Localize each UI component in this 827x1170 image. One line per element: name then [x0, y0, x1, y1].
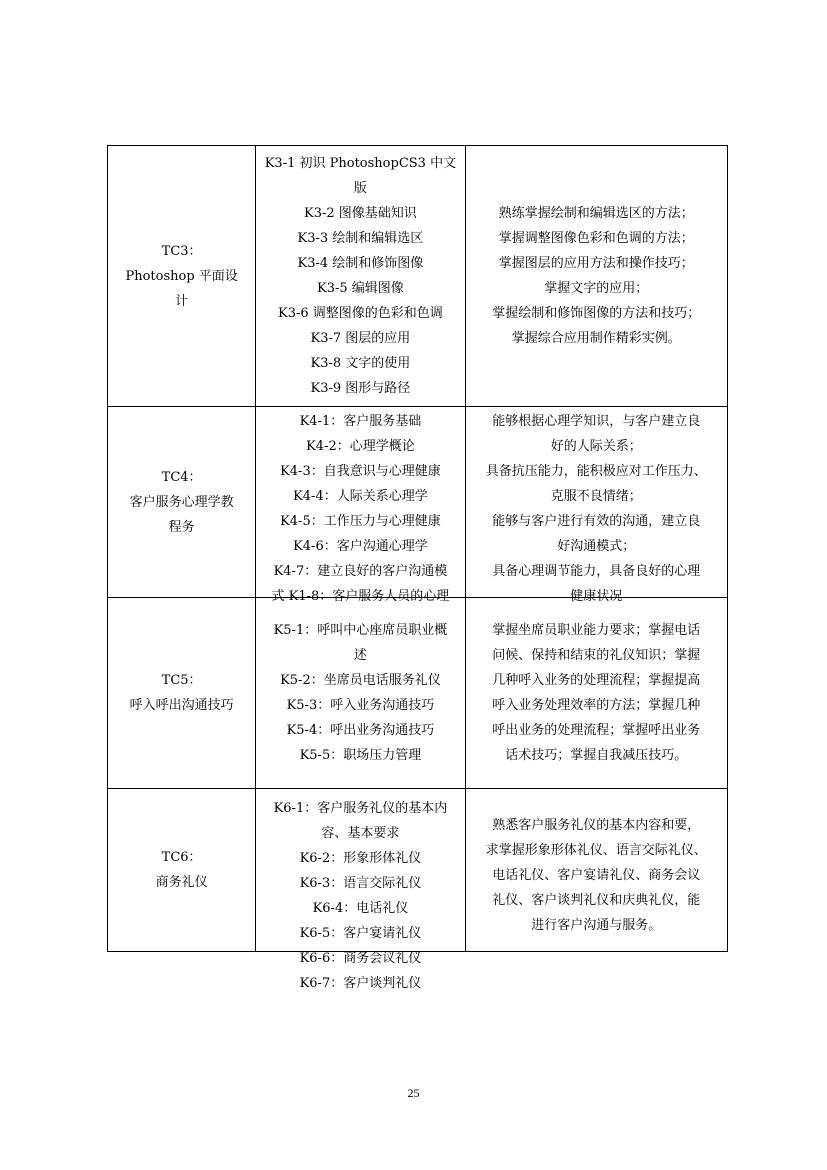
content-item-line: K6-3：语言交际礼仪 — [299, 876, 422, 891]
goal-line: 礼仪、客户谈判礼仪和庆典礼仪，能 — [492, 893, 701, 908]
content-cell — [256, 598, 465, 789]
goal-cell — [465, 598, 727, 789]
content-item-line: K6-1：客户服务礼仪的基本内 — [273, 801, 448, 816]
goal-line: 话术技巧；掌握自我减压技巧。 — [505, 748, 688, 763]
goal-line: 掌握图层的应用方法和操作技巧； — [498, 256, 694, 271]
goal-line: 掌握综合应用制作精彩实例。 — [511, 331, 681, 346]
content-cell — [256, 146, 465, 407]
table-body — [108, 146, 728, 991]
content-item-line: K4-3：自我意识与心理健康 — [280, 464, 441, 479]
course-name-line: TC6： — [161, 850, 202, 865]
goal-cell-inner — [466, 407, 727, 604]
goal-cell — [465, 789, 727, 952]
content-item-line: 版 — [353, 181, 367, 196]
content-item-line: K5-1：呼叫中心座席员职业概 — [273, 623, 448, 638]
content-item-line: 式 K1-8：客户服务人员的心理 — [271, 589, 450, 604]
goal-line: 好沟通模式； — [557, 539, 636, 554]
table-row — [108, 146, 728, 407]
content-item-line: K4-4：人际关系心理学 — [293, 489, 428, 504]
goal-cell-inner — [466, 789, 727, 951]
table-row — [108, 789, 728, 952]
goal-line: 能够与客户进行有效的沟通，建立良 — [492, 514, 701, 529]
curriculum-table — [107, 145, 728, 991]
goal-line: 呼入业务处理效率的方法；掌握几种 — [492, 698, 701, 713]
course-name-line: 呼入呼出沟通技巧 — [129, 698, 234, 713]
goal-line: 好的人际关系； — [550, 439, 642, 454]
course-name-line: TC5： — [161, 673, 202, 688]
content-item-line: K6-5：客户宴请礼仪 — [299, 926, 422, 941]
goal-cell-inner — [466, 618, 727, 768]
goal-line: 电话礼仪、客户宴请礼仪、商务会议 — [492, 868, 701, 883]
content-cell-inner — [256, 151, 464, 401]
content-cell-inner — [256, 407, 464, 604]
content-item-line: K3-3 绘制和编辑选区 — [297, 231, 424, 246]
goal-cell — [465, 407, 727, 604]
content-cell-inner — [256, 618, 464, 768]
course-cell-inner — [108, 239, 255, 314]
goal-line: 掌握绘制和修饰图像的方法和技巧； — [492, 306, 701, 321]
content-item-line: 述 — [353, 648, 367, 663]
goal-line: 呼出业务的处理流程；掌握呼出业务 — [492, 723, 701, 738]
content-item-line: K4-7：建立良好的客户沟通模 — [273, 564, 448, 579]
course-name-line: 商务礼仪 — [155, 875, 208, 890]
course-name-line: 客户服务心理学教 — [129, 494, 234, 510]
content-item-line: K3-9 图形与路径 — [310, 381, 411, 396]
content-item-line: K5-5：职场压力管理 — [299, 748, 422, 763]
course-cell — [108, 407, 256, 598]
goal-line: 掌握调整图像色彩和色调的方法； — [498, 231, 694, 246]
course-cell-inner — [108, 407, 255, 597]
content-item-line: K3-2 图像基础知识 — [304, 206, 417, 221]
content-item-line: 容、基本要求 — [321, 826, 400, 841]
content-item-line: K6-4：电话礼仪 — [312, 901, 409, 916]
content-item-line: K3-1 初识 PhotoshopCS3 中文 — [264, 156, 457, 171]
goal-line: 熟练掌握绘制和编辑选区的方法； — [498, 206, 694, 221]
course-cell — [108, 146, 256, 407]
content-item-line: K3-8 文字的使用 — [310, 356, 411, 371]
content-item-line: K5-2：坐席员电话服务礼仪 — [280, 673, 441, 688]
goal-line: 掌握文字的应用； — [544, 281, 649, 296]
goal-line: 具备心理调节能力，具备良好的心理 — [492, 564, 701, 579]
goal-line: 几种呼入业务的处理流程；掌握提高 — [492, 673, 701, 688]
content-item-line: K3-7 图层的应用 — [310, 331, 411, 346]
goal-cell — [465, 146, 727, 407]
goal-line: 熟悉客户服务礼仪的基本内容和要， — [492, 818, 701, 833]
content-item-line: K4-2：心理学概论 — [306, 439, 415, 454]
goal-line: 能够根据心理学知识，与客户建立良 — [492, 414, 701, 429]
goal-line: 具备抗压能力，能积极应对工作压力、 — [485, 464, 707, 479]
table-row — [108, 407, 728, 598]
content-item-line: K3-4 绘制和修饰图像 — [297, 256, 424, 271]
course-cell — [108, 789, 256, 952]
course-cell-inner — [108, 789, 255, 951]
content-item-line: K4-5：工作压力与心理健康 — [280, 514, 441, 529]
content-item-line: K5-4：呼出业务沟通技巧 — [286, 723, 435, 738]
content-item-line: K6-7：客户谈判礼仪 — [299, 976, 422, 991]
goal-line: 健康状况 — [570, 589, 623, 604]
goal-line: 进行客户沟通与服务。 — [531, 918, 662, 933]
goal-line: 求掌握形象形体礼仪、语言交际礼仪、 — [485, 843, 707, 858]
goal-line: 掌握坐席员职业能力要求；掌握电话 — [492, 623, 701, 638]
content-item-line: K4-6：客户沟通心理学 — [293, 539, 428, 554]
course-name-line: Photoshop 平面设 — [125, 268, 238, 284]
content-item-line: K3-5 编辑图像 — [317, 281, 404, 296]
course-cell-inner — [108, 668, 255, 718]
course-name-line: 程务 — [168, 519, 195, 535]
course-cell — [108, 598, 256, 789]
page-number: 25 — [407, 1086, 420, 1100]
course-name-line: TC4： — [161, 469, 202, 485]
goal-cell-inner — [466, 201, 727, 351]
goal-line: 克服不良情绪； — [550, 489, 642, 504]
course-name-line: 计 — [175, 293, 189, 309]
content-cell-inner — [256, 789, 464, 991]
content-item-line: K4-1：客户服务基础 — [299, 414, 422, 429]
content-item-line: K6-6：商务会议礼仪 — [299, 951, 422, 966]
content-item-line: K3-6 调整图像的色彩和色调 — [278, 306, 443, 321]
goal-line: 问候、保持和结束的礼仪知识；掌握 — [492, 648, 701, 663]
content-item-line: K5-3：呼入业务沟通技巧 — [286, 698, 435, 713]
content-cell — [256, 407, 465, 604]
content-cell — [256, 789, 465, 991]
course-name-line: TC3： — [161, 243, 202, 259]
content-item-line: K6-2：形象形体礼仪 — [299, 851, 422, 866]
table-row — [108, 598, 728, 789]
